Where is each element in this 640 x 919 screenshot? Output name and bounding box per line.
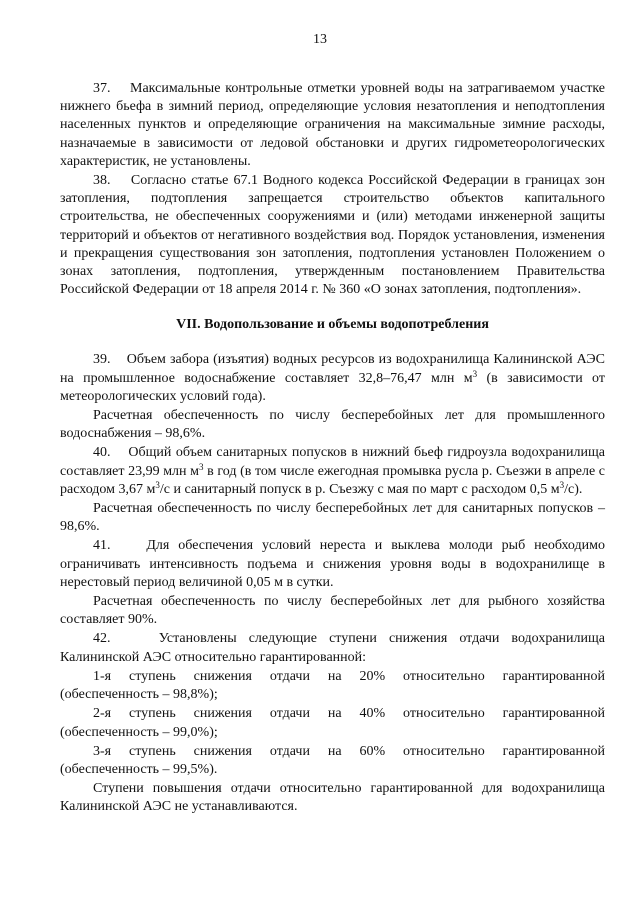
p39-sup: 3: [472, 368, 478, 379]
paragraph-39: [60, 351, 605, 406]
page-number: 13: [313, 32, 327, 47]
paragraph-41: 41. Для обеспечения условий нереста и выклева молоди рыб необходимо ограничивать интенсивность подъема и снижения уровня воды в водохранилище в нерестовый период величиной 0,05 м в сутки.: [60, 538, 605, 590]
paragraph-39-reliability: Расчетная обеспеченность по числу бесперебойных лет для промышленного водоснабжения – 98,6%.: [60, 408, 605, 442]
stage-2: 2-я ступень снижения отдачи на 40% относительно гарантированной (обеспеченность – 99,0%);: [60, 706, 605, 740]
p40-sup-1: 3: [199, 461, 204, 472]
document-body: [60, 80, 605, 817]
stage-3: 3-я ступень снижения отдачи на 60% относительно гарантированной (обеспеченность – 99,5%).: [60, 743, 605, 777]
paragraph-41-reliability: Расчетная обеспеченность по числу бесперебойных лет для рыбного хозяйства составляет 90%.: [60, 594, 605, 628]
p40-text-2: в год (в том числе ежегодная промывка русла р. Съезжи в апреле с расходом 3,67 м: [60, 463, 605, 497]
p39-text-2: (в зависимости от метеорологических условий года).: [60, 370, 605, 404]
paragraph-37: 37. Максимальные контрольные отметки уровней воды на затрагиваемом участке нижнего бьефа в зимний период, определяющие условия незатопления и неподтопления населенных пунктов и определяющие ограничения на максимальные зимние расходы, назначаемые в зависимости от ледовой обстановки и других гидрометеорологических характеристик, не установлены.: [60, 81, 605, 169]
p40-sup-3: 3: [559, 479, 565, 490]
p40-text-3: /с и санитарный попуск в р. Съезжу с мая по март с расходом 0,5 м: [159, 481, 560, 497]
p40-text-4: /с).: [564, 481, 583, 497]
p40-text-1: 40. Общий объем санитарных попусков в нижний бьеф гидроузла водохранилища составляет 23,99 млн м: [60, 445, 605, 479]
stage-1: 1-я ступень снижения отдачи на 20% относительно гарантированной (обеспеченность – 98,8%);: [60, 668, 605, 703]
paragraph-increase-stages: Ступени повышения отдачи относительно гарантированной для водохранилища Калининской АЭС не устанавливаются.: [60, 781, 605, 815]
paragraph-40-reliability: Расчетная обеспеченность по числу бесперебойных лет для санитарных попусков – 98,6%.: [60, 501, 605, 535]
paragraph-42: 42. Установлены следующие ступени снижения отдачи водохранилища Калининской АЭС относительно гарантированной:: [60, 631, 605, 665]
section-heading: VII. Водопользование и объемы водопотребления: [176, 317, 489, 333]
p40-sup-2: 3: [155, 479, 160, 490]
paragraph-40: [60, 444, 605, 499]
paragraph-38: 38. Согласно статье 67.1 Водного кодекса Российской Федерации в границах зон затопления, подтопления запрещается строительство объектов капитального строительства, не обеспеченных сооружениями и (или) методами инженерной защиты территорий и объектов от негативного воздействия вод. Порядок установления, изменения и прекращения существования зон затопления, подтопления установлен Положением о зонах затопления, подтопления, утвержденным постановлением Правительства Российской Федерации от 18 апреля 2014 г. № 360 «О зонах затопления, подтопления».: [60, 173, 605, 298]
p39-text-1: 39. Объем забора (изъятия) водных ресурсов из водохранилища Калининской АЭС на промышленное водоснабжение составляет 32,8–76,47 млн м: [60, 352, 605, 386]
